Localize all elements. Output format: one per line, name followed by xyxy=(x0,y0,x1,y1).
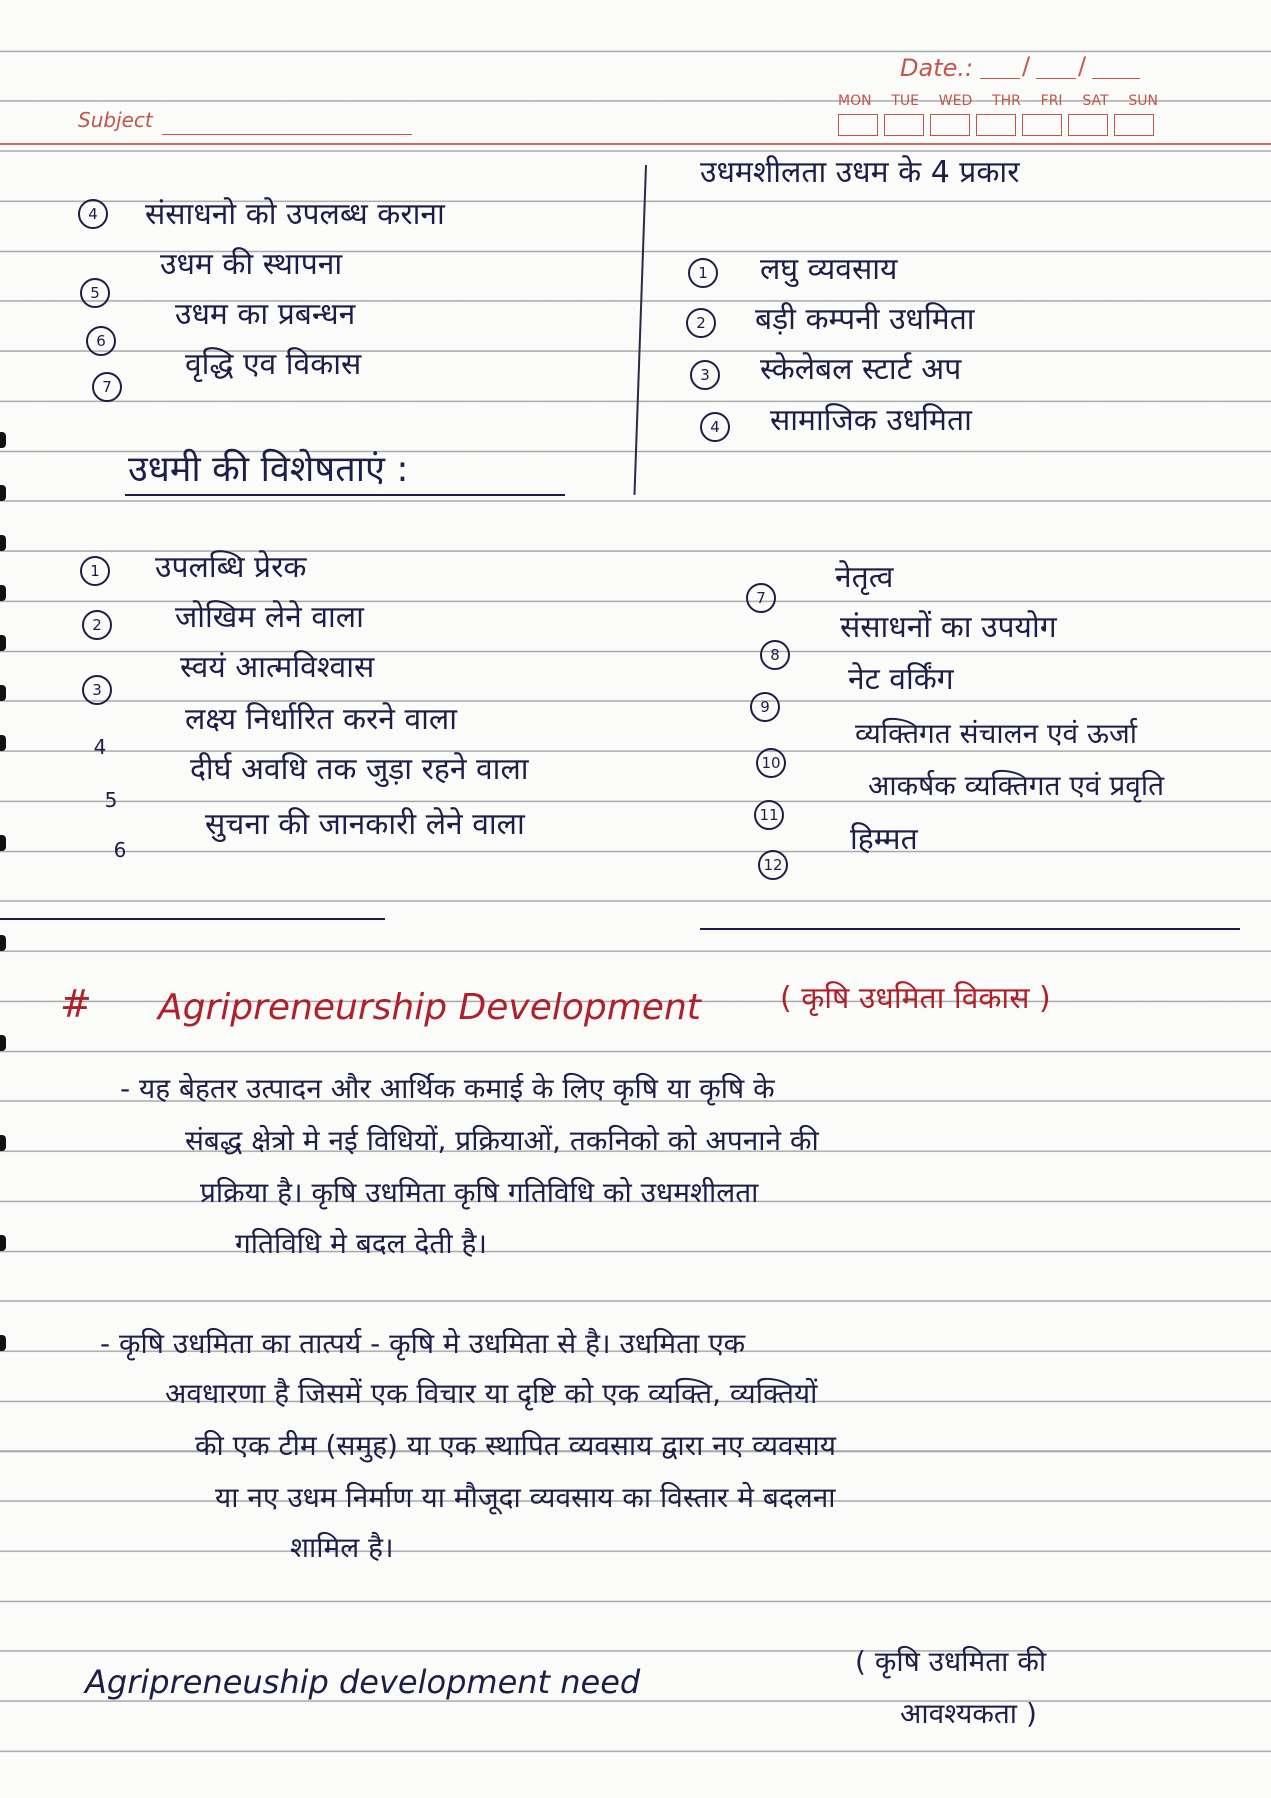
footer-title-hi: ( कृषि उधमिता की xyxy=(855,1645,1047,1678)
date-slash: / xyxy=(1022,52,1031,80)
weekday: THR xyxy=(992,93,1021,109)
weekday-box[interactable] xyxy=(930,114,970,136)
binding-hole xyxy=(0,735,6,751)
subject-label: Subject xyxy=(78,108,153,132)
date-slash: / xyxy=(1078,52,1087,80)
list-number: 5 xyxy=(80,278,110,308)
para1-line: संबद्ध क्षेत्रो मे नई विधियों, प्रक्रियाओं, तकनिको को अपनाने की xyxy=(185,1124,819,1157)
weekday: SUN xyxy=(1128,93,1158,109)
list-number: 6 xyxy=(86,326,116,356)
list-item: स्केलेबल स्टार्ट अप xyxy=(760,352,962,387)
date-label: Date.: xyxy=(900,54,974,82)
section-title-hi: ( कृषि उधमिता विकास ) xyxy=(780,981,1051,1016)
feature-item: व्यक्तिगत संचालन एवं ऊर्जा xyxy=(855,717,1138,750)
para1-line: गतिविधि मे बदल देती है। xyxy=(235,1227,488,1260)
feature-item: लक्ष्य निर्धारित करने वाला xyxy=(185,702,457,737)
para2-line: की एक टीम (समुह) या एक स्थापित व्यवसाय द्वारा नए व्यवसाय xyxy=(195,1429,837,1462)
separator-rule xyxy=(0,918,385,920)
list-number: 8 xyxy=(760,640,790,670)
para1-line: - यह बेहतर उत्पादन और आर्थिक कमाई के लिए कृषि या कृषि के xyxy=(120,1072,775,1105)
binding-hole xyxy=(0,535,6,551)
weekday-labels xyxy=(838,93,1158,109)
weekday-box[interactable] xyxy=(976,114,1016,136)
list-item: वृद्धि एव विकास xyxy=(185,347,362,382)
list-item: उधम की स्थापना xyxy=(160,247,343,282)
para2-line: शामिल है। xyxy=(290,1531,394,1564)
separator-rule xyxy=(700,928,1240,930)
footer-title-hi: आवश्यकता ) xyxy=(900,1697,1037,1730)
weekday-box[interactable] xyxy=(884,114,924,136)
para2-line: अवधारणा है जिसमें एक विचार या दृष्टि को एक व्यक्ति, व्यक्तियों xyxy=(165,1377,818,1410)
list-item: उधम का प्रबन्धन xyxy=(175,297,356,332)
feature-item: हिम्मत xyxy=(850,822,918,857)
weekday-box[interactable] xyxy=(1114,114,1154,136)
feature-item: आकर्षक व्यक्तिगत एवं प्रवृति xyxy=(868,769,1165,802)
weekday: SAT xyxy=(1082,93,1109,109)
binding-hole xyxy=(0,432,6,448)
feature-item: नेट वर्किंग xyxy=(848,662,954,697)
list-number: 11 xyxy=(754,800,784,830)
footer-title-en: Agripreneuship development need xyxy=(85,1663,641,1701)
list-item: बड़ी कम्पनी उधमिता xyxy=(755,302,975,337)
list-number: 6 xyxy=(113,838,127,862)
list-number: 4 xyxy=(93,735,107,759)
header-rule xyxy=(0,143,1271,145)
feature-item: उपलब्धि प्रेरक xyxy=(155,550,307,585)
list-number: 3 xyxy=(82,675,112,705)
list-number: 2 xyxy=(82,610,112,640)
weekday-box[interactable] xyxy=(1068,114,1108,136)
heading-underline xyxy=(125,494,565,496)
types-title: उधमशीलता उधम के 4 प्रकार xyxy=(700,155,1020,190)
weekday-boxes xyxy=(838,114,1160,136)
binding-hole xyxy=(0,935,6,951)
binding-hole xyxy=(0,635,6,651)
list-number: 4 xyxy=(78,199,108,229)
list-item: संसाधनो को उपलब्ध कराना xyxy=(145,197,445,232)
binding-hole xyxy=(0,1035,6,1051)
list-number: 10 xyxy=(756,748,786,778)
feature-item: स्वयं आत्मविश्वास xyxy=(180,650,375,685)
feature-item: नेतृत्व xyxy=(835,560,894,595)
binding-hole xyxy=(0,1135,6,1151)
column-divider xyxy=(633,165,647,495)
list-number: 4 xyxy=(700,412,730,442)
list-number: 2 xyxy=(686,308,716,338)
weekday: MON xyxy=(838,93,872,109)
weekday-box[interactable] xyxy=(1022,114,1062,136)
binding-hole xyxy=(0,685,6,701)
list-number: 1 xyxy=(688,258,718,288)
list-item: सामाजिक उधमिता xyxy=(770,403,972,438)
date-day-line xyxy=(980,78,1020,79)
list-number: 1 xyxy=(80,556,110,586)
para2-line: या नए उधम निर्माण या मौजूदा व्यवसाय का विस्तार मे बदलना xyxy=(215,1481,836,1514)
features-heading: उधमी की विशेषताएं : xyxy=(128,449,409,490)
binding-hole xyxy=(0,585,6,601)
weekday: FRI xyxy=(1040,93,1063,109)
list-number: 7 xyxy=(746,583,776,613)
list-number: 5 xyxy=(104,788,118,812)
feature-item: सुचना की जानकारी लेने वाला xyxy=(205,807,525,842)
hash-mark: # xyxy=(60,982,92,1026)
feature-item: संसाधनों का उपयोग xyxy=(840,610,1057,645)
list-number: 12 xyxy=(758,850,788,880)
weekday: TUE xyxy=(891,93,920,109)
section-title-en: Agripreneurship Development xyxy=(158,987,701,1028)
binding-hole xyxy=(0,835,6,851)
weekday-box[interactable] xyxy=(838,114,878,136)
date-year-line xyxy=(1092,78,1140,79)
feature-item: जोखिम लेने वाला xyxy=(175,600,364,635)
list-number: 3 xyxy=(690,360,720,390)
subject-line xyxy=(162,134,412,135)
list-number: 9 xyxy=(750,692,780,722)
binding-hole xyxy=(0,485,6,501)
weekday: WED xyxy=(938,93,973,109)
para2-line: - कृषि उधमिता का तात्पर्य - कृषि मे उधमिता से है। उधमिता एक xyxy=(100,1327,746,1360)
para1-line: प्रक्रिया है। कृषि उधमिता कृषि गतिविधि को उधमशीलता xyxy=(200,1176,759,1209)
feature-item: दीर्घ अवधि तक जुड़ा रहने वाला xyxy=(190,752,529,787)
list-item: लघु व्यवसाय xyxy=(760,252,898,287)
binding-hole xyxy=(0,1335,6,1351)
list-number: 7 xyxy=(92,372,122,402)
binding-hole xyxy=(0,1235,6,1251)
date-month-line xyxy=(1036,78,1076,79)
